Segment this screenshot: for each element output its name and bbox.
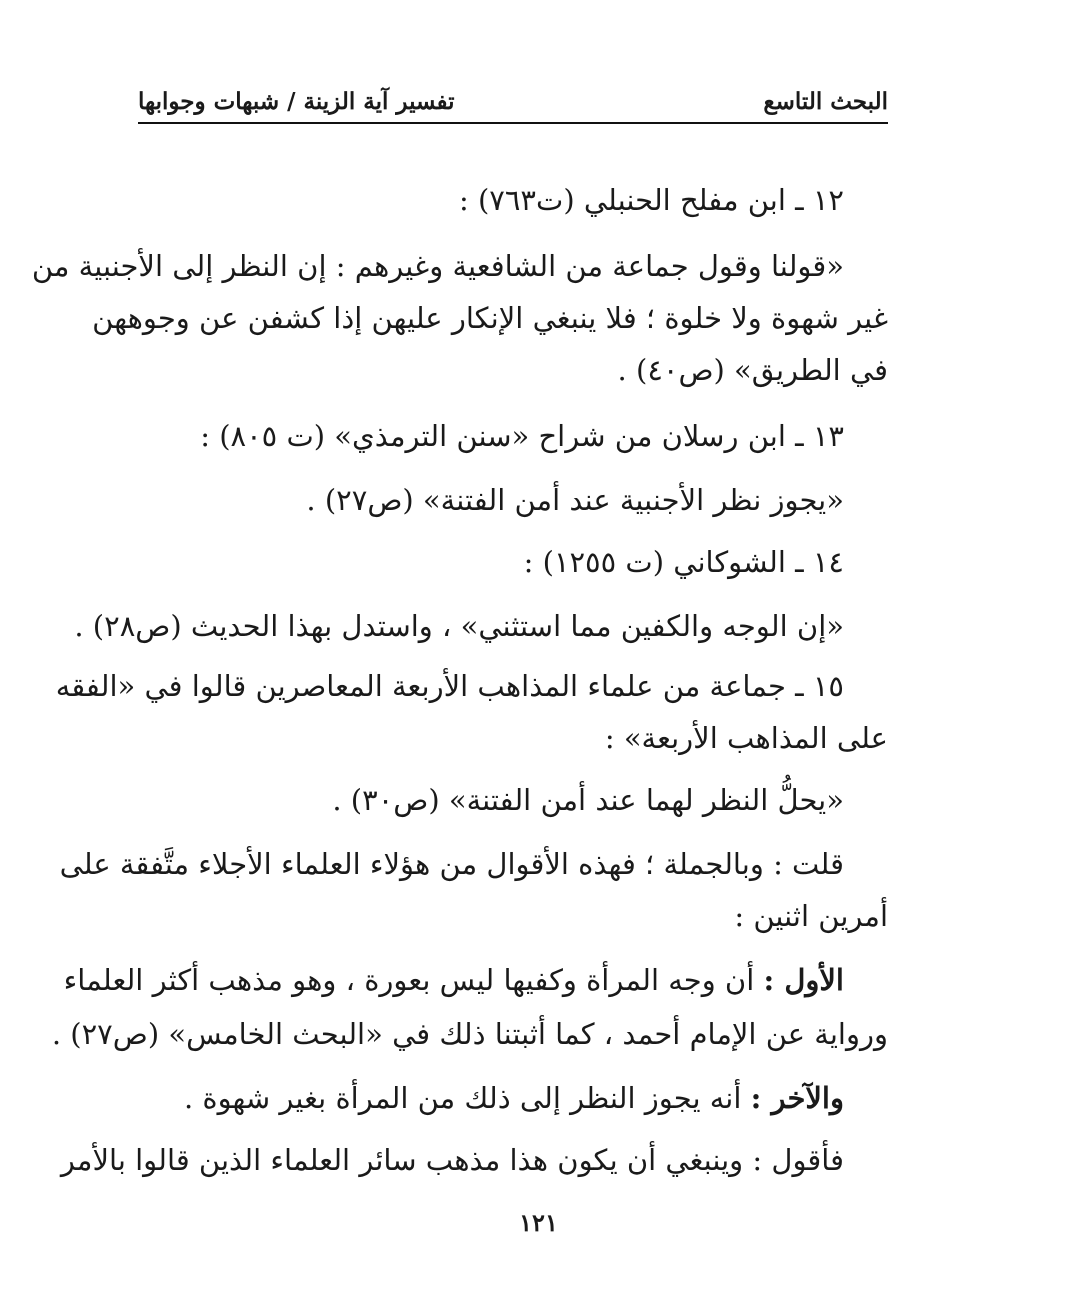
quote-line: «يحلُّ النظر لهما عند أمن الفتنة» (ص٣٠) . — [332, 783, 844, 817]
paragraph-line: أمرين اثنين : — [734, 899, 888, 933]
point-second-text: أنه يجوز النظر إلى ذلك من المرأة بغير شهوة . — [183, 1081, 742, 1115]
point-second — [138, 1076, 888, 1120]
quote-line: في الطريق» (ص٤٠) . — [617, 353, 888, 387]
running-header — [138, 84, 888, 118]
point-first-label: الأول : — [763, 963, 844, 997]
quote-line: غير شهوة ولا خلوة ؛ فلا ينبغي الإنكار عليهن إذا كشفن عن وجوههن — [92, 301, 888, 335]
paragraph-line: فأقول : وينبغي أن يكون هذا مذهب سائر العلماء الذين قالوا بالأمر — [60, 1143, 844, 1177]
header-rule — [138, 122, 888, 124]
list-item-12: ١٢ ـ ابن مفلح الحنبلي (ت٧٦٣) : — [458, 183, 844, 217]
point-first-text: أن وجه المرأة وكفيها ليس بعورة ، وهو مذهب أكثر العلماء — [63, 963, 755, 997]
list-item-13: ١٣ ـ ابن رسلان من شراح «سنن الترمذي» (ت ٨٠٥) : — [200, 419, 844, 453]
paragraph-line: ورواية عن الإمام أحمد ، كما أثبتنا ذلك في «البحث الخامس» (ص٢٧) . — [51, 1017, 888, 1051]
paragraph-line: قلت : وبالجملة ؛ فهذه الأقوال من هؤلاء العلماء الأجلاء متَّفقة على — [59, 847, 844, 881]
quote-line: «قولنا وقول جماعة من الشافعية وغيرهم : إن النظر إلى الأجنبية من — [31, 249, 844, 283]
list-item-14: ١٤ ـ الشوكاني (ت ١٢٥٥) : — [523, 545, 844, 579]
paragraph-line: على المذاهب الأربعة» : — [604, 721, 888, 755]
chapter-title: البحث التاسع — [763, 87, 888, 115]
list-item-15: ١٥ ـ جماعة من علماء المذاهب الأربعة المعاصرين قالوا في «الفقه — [55, 669, 844, 703]
section-title: تفسير آية الزينة / شبهات وجوابها — [138, 87, 455, 115]
point-second-label: والآخر : — [750, 1081, 844, 1115]
page-number: ١٢١ — [519, 1208, 558, 1237]
quote-line: «يجوز نظر الأجنبية عند أمن الفتنة» (ص٢٧) . — [306, 483, 844, 517]
point-first — [63, 958, 888, 1002]
quote-line: «إن الوجه والكفين مما استثني» ، واستدل بهذا الحديث (ص٢٨) . — [74, 609, 844, 643]
